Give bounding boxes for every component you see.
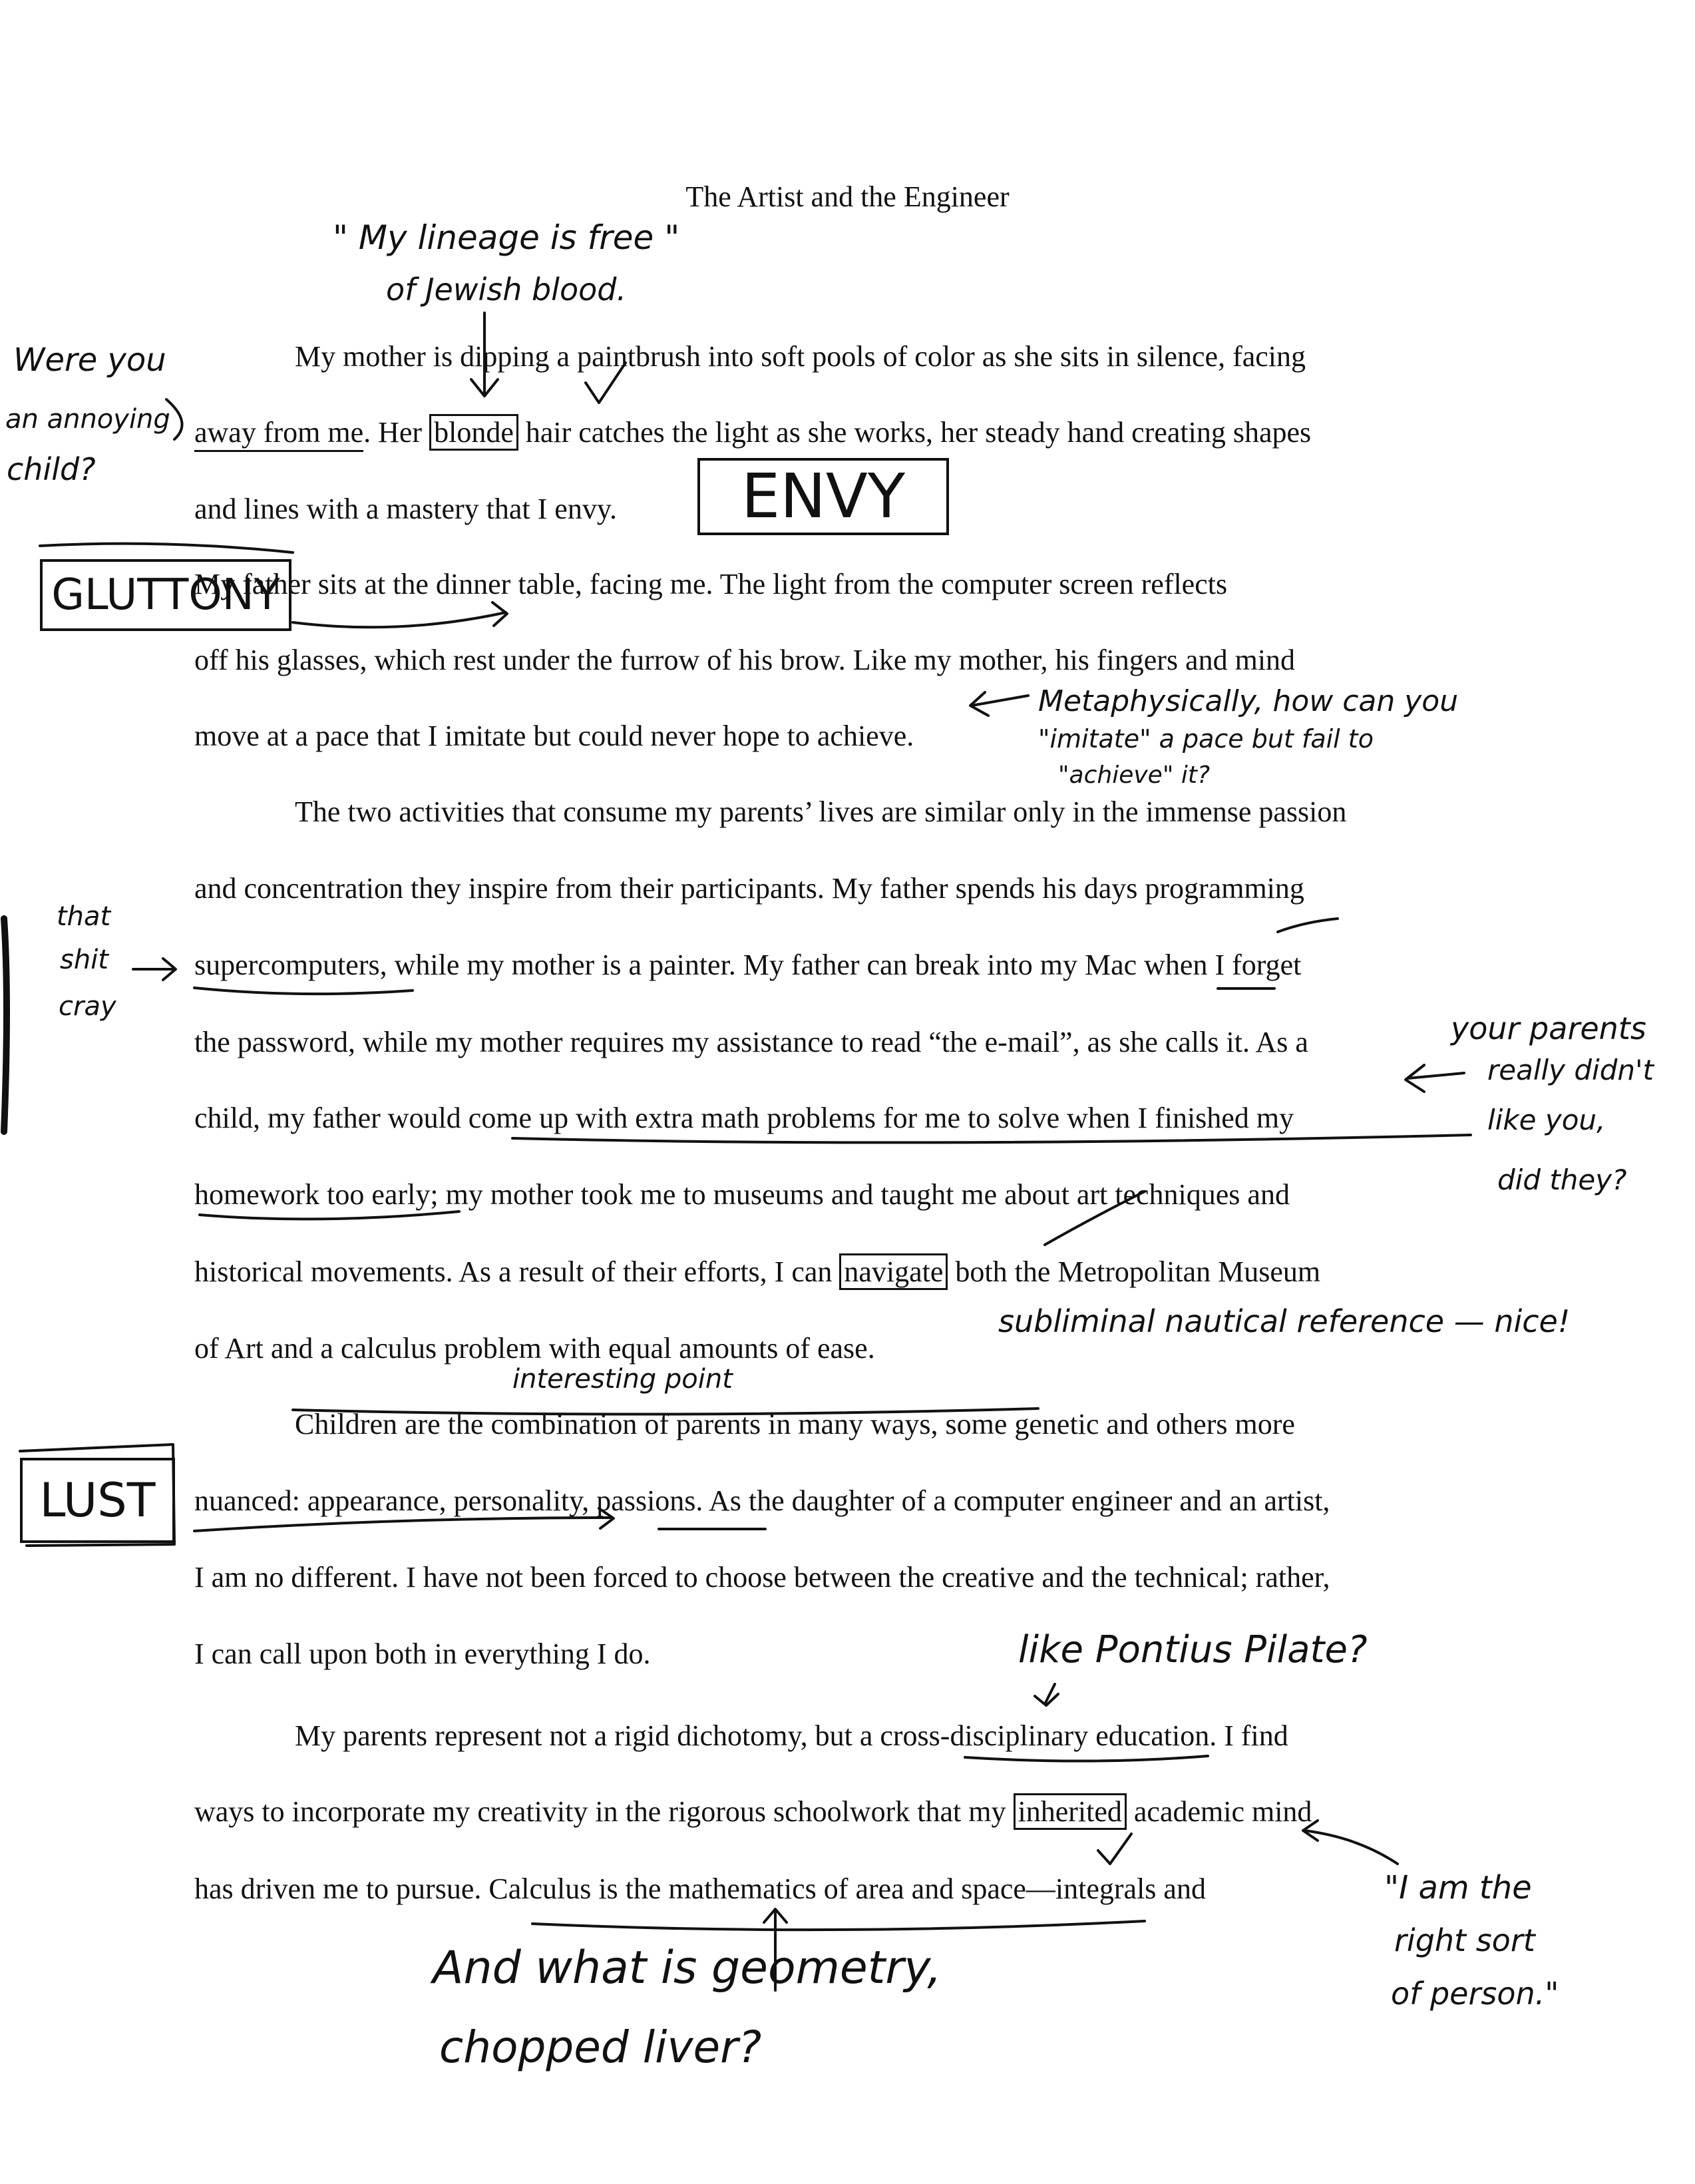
extra-math-underline — [512, 1135, 1471, 1142]
annotation-parents-line1: your parents — [1451, 1010, 1646, 1046]
that-arrow — [133, 959, 176, 980]
text-line: I am no different. I have not been forced to choose between the creative and the technical; rather, — [194, 1561, 1330, 1594]
annotation-envy: ENVY — [697, 458, 949, 535]
underlined-phrase: away from me — [194, 416, 363, 452]
text-line: The two activities that consume my parents’ lives are similar only in the immense passion — [295, 795, 1347, 828]
right-sort-arrow — [1303, 1821, 1398, 1864]
gluttony-underline — [40, 544, 293, 552]
text-line: and concentration they inspire from their participants. My father spends his days programming — [194, 872, 1304, 905]
were-you-brace — [166, 399, 182, 439]
text-line: My father sits at the dinner table, facing me. The light from the computer screen reflects — [194, 568, 1228, 600]
programming-tick — [1278, 919, 1338, 932]
annotation-parents-line2: really didn't — [1487, 1054, 1654, 1086]
text-line: move at a pace that I imitate but could never hope to achieve. — [194, 720, 914, 752]
annotation-interesting-point: interesting point — [512, 1364, 733, 1395]
annotation-parents-line3: like you, — [1487, 1104, 1606, 1136]
annotation-lineage-line2: of Jewish blood. — [386, 272, 627, 308]
children-underline — [293, 1409, 1038, 1415]
essay-title: The Artist and the Engineer — [685, 180, 1010, 213]
boxed-word: inherited — [1014, 1793, 1127, 1830]
text-line: Children are the combination of parents in many ways, some genetic and others more — [295, 1408, 1295, 1440]
annotation-geometry-line2: chopped liver? — [439, 2022, 762, 2073]
pontius-arrow — [1035, 1684, 1058, 1705]
binding-mark — [4, 919, 7, 1132]
dinner-table-arrow — [293, 602, 507, 627]
annotation-metaphysically-line2: "imitate" a pace but fail to — [1038, 724, 1374, 754]
text-line: I can call upon both in everything I do. — [194, 1638, 651, 1670]
annotation-were-you-line3: child? — [7, 451, 96, 487]
lust-frame — [20, 1444, 174, 1546]
text-fragment: academic mind — [1126, 1795, 1312, 1828]
boxed-word: navigate — [839, 1253, 948, 1290]
metaphysically-arrow — [970, 692, 1028, 716]
appearance-arrow — [194, 1508, 614, 1531]
annotation-right-sort-line3: of person." — [1391, 1976, 1559, 2012]
annotation-pontius-pilate: like Pontius Pilate? — [1018, 1628, 1368, 1671]
cross-disciplinary-underline — [965, 1756, 1208, 1761]
boxed-word: blonde — [429, 414, 518, 451]
inherited-tick — [1098, 1834, 1131, 1864]
annotation-that-line2: shit — [60, 945, 108, 975]
annotation-were-you-line2: an annoying — [5, 404, 170, 435]
annotation-geometry-line1: And what is geometry, — [433, 1942, 942, 1994]
text-line: supercomputers, while my mother is a painter. My father can break into my Mac when I forget — [194, 949, 1302, 981]
text-line: has driven me to pursue. Calculus is the mathematics of area and space—integrals and — [194, 1872, 1206, 1905]
text-line: child, my father would come up with extra math problems for me to solve when I finished my — [194, 1102, 1294, 1134]
annotation-parents-line4: did they? — [1497, 1164, 1627, 1196]
text-line: of Art and a calculus problem with equal amounts of ease. — [194, 1332, 875, 1365]
text-line: nuanced: appearance, personality, passions. As the daughter of a computer engineer and an artist, — [194, 1484, 1330, 1517]
text-fragment: historical movements. As a result of their efforts, I can — [194, 1255, 840, 1288]
annotation-subliminal: subliminal nautical reference — nice! — [998, 1303, 1571, 1339]
annotation-metaphysically-line3: "achieve" it? — [1058, 762, 1211, 789]
annotation-right-sort-line1: "I am the — [1384, 1869, 1532, 1906]
parents-arrow — [1406, 1065, 1464, 1092]
annotation-gluttony: GLUTTONY — [40, 559, 291, 631]
blonde-check — [586, 363, 626, 403]
text-fragment: hair catches the light as she works, her steady hand creating shapes — [518, 416, 1312, 449]
calculus-underline — [532, 1921, 1145, 1930]
text-line: the password, while my mother requires my assistance to read “the e-mail”, as she calls it. As a — [194, 1026, 1308, 1058]
text-line: My parents represent not a rigid dichotomy, but a cross-disciplinary education. I find — [295, 1719, 1288, 1752]
annotation-lust: LUST — [20, 1458, 175, 1543]
supercomputers-underline — [194, 988, 413, 994]
text-line: My mother is dipping a paintbrush into soft pools of color as she sits in silence, facing — [295, 340, 1306, 373]
annotation-were-you-line1: Were you — [13, 341, 166, 379]
lineage-arrow — [471, 313, 498, 396]
text-fragment: . Her — [363, 416, 430, 449]
annotation-that-line1: that — [57, 901, 111, 932]
annotation-that-line3: cray — [59, 991, 116, 1022]
annotation-metaphysically-line1: Metaphysically, how can you — [1038, 684, 1459, 718]
text-fragment: both the Metropolitan Museum — [948, 1255, 1321, 1288]
text-line: and lines with a mastery that I envy. — [194, 493, 617, 525]
text-line: off his glasses, which rest under the furrow of his brow. Like my mother, his fingers and mind — [194, 644, 1296, 676]
text-line: homework too early; my mother took me to museums and taught me about art techniques and — [194, 1178, 1290, 1211]
annotation-lineage-line1: " My lineage is free " — [333, 218, 680, 257]
homework-underline — [200, 1211, 459, 1219]
text-fragment: ways to incorporate my creativity in the rigorous schoolwork that my — [194, 1795, 1014, 1828]
geometry-arrow — [764, 1909, 787, 1990]
art-techniques-arrow — [1045, 1192, 1145, 1245]
annotation-right-sort-line2: right sort — [1394, 1922, 1535, 1958]
